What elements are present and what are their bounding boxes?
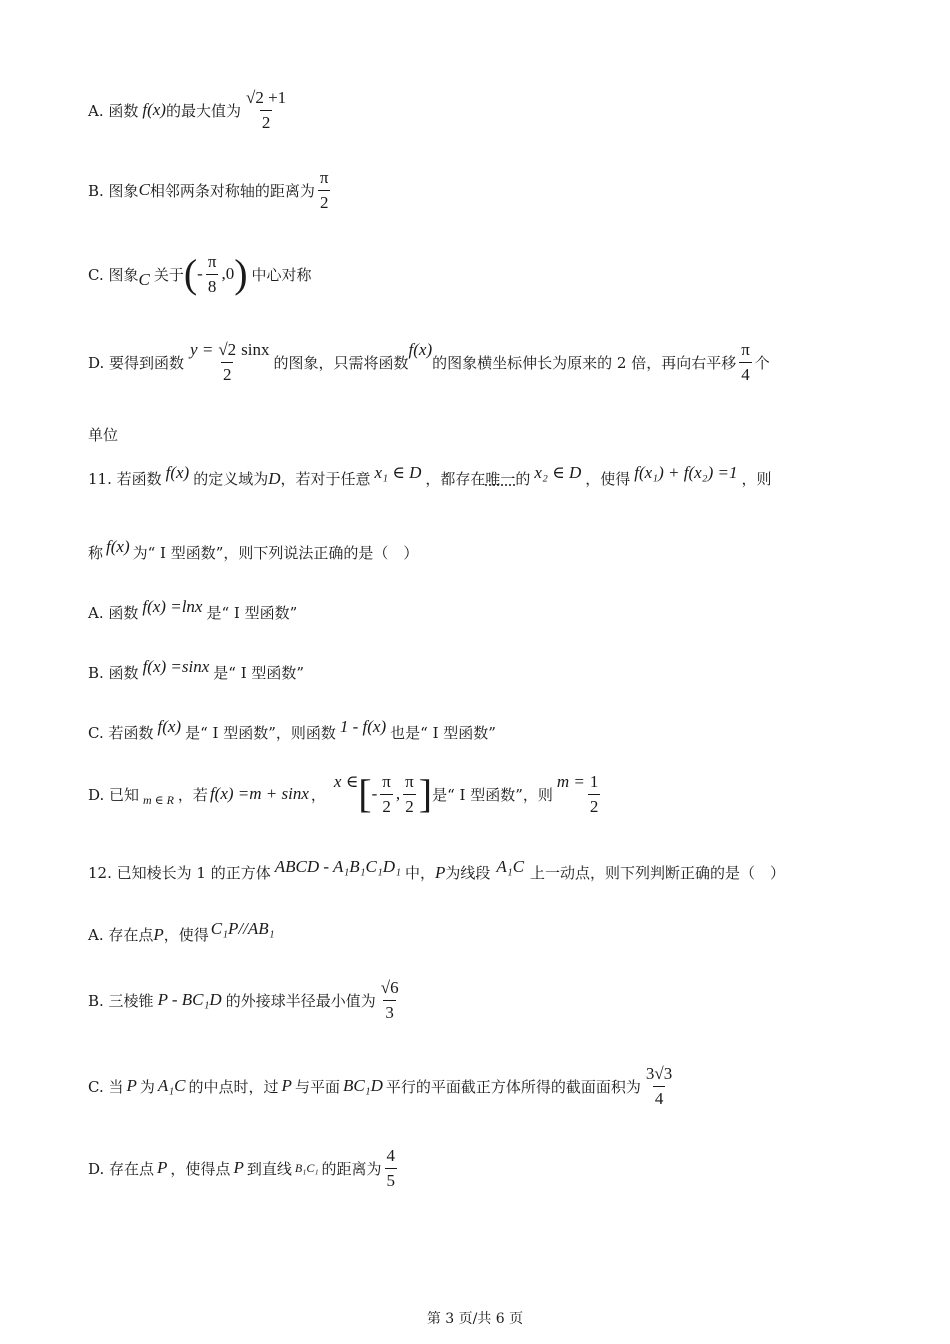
- q12-option-b: B. 三棱锥 P - BC₁D 的外接球半径最小值为 $\frac{√6}{3}$: [88, 978, 399, 1022]
- fraction: $\frac{\pi}{2}$: [382, 772, 391, 816]
- fraction: $\frac{1}{2}$: [589, 772, 599, 816]
- fraction: $\frac{\pi}{2}$: [319, 168, 329, 212]
- fraction: $\frac{\pi}{4}$: [741, 340, 750, 384]
- page-footer: 第 3 页/共 6 页: [426, 1311, 524, 1327]
- q12-option-a: A. 存在点 P ，使得 C₁P//AB₁: [88, 918, 275, 944]
- q12-option-d: D. 存在点 P ，使得点 P 到直线 B₁C₁ 的距离为 $\frac{4}{5}$: [88, 1146, 396, 1190]
- emphasized-unique: 唯一: [485, 470, 516, 488]
- q10-option-a: A. 函数 f(x) 的最大值为 $\frac{√2 +1}{2}$: [88, 88, 287, 132]
- q10-option-b: B. 图象 C 相邻两条对称轴的距离为 $\frac{\pi}{2}$: [88, 168, 329, 212]
- q11-option-d: D. 已知 m ∈ R ，若 f(x) =m + sinx ， x ∈ [ - $\frac{\pi}{2}$ , $\frac{\pi}{2}$ ] 是“ I 型函数”，则 m = $\frac{1}{2}$: [88, 771, 599, 817]
- comma: ,: [395, 784, 401, 804]
- q10-option-d-continued: 单位: [88, 426, 119, 444]
- q11-stem-continued: 称 f(x) 为“ I 型函数”，则下列说法正确的是（ ）: [88, 536, 419, 562]
- fraction: $\frac{√6}{3}$: [380, 978, 399, 1022]
- left-bracket: [: [358, 771, 372, 817]
- fraction: $\frac{4}{5}$: [386, 1146, 396, 1190]
- fraction: $\frac{3√3}{4}$: [645, 1064, 673, 1108]
- q11-option-b: B. 函数 f(x) =sinx 是“ I 型函数”: [88, 656, 305, 682]
- q10-option-d: D. 要得到函数 y = $\frac{√2}{2}$ sinx 的图象，只需将函数 f(x) 的图象横坐标伸长为原来的 2 倍，再向右平移 $\frac{\pi}{4}$ 个: [88, 340, 770, 384]
- q11-stem: 11. 若函数 f(x) 的定义域为 D ，若对于任意 x₁ ∈ D ，都存在 唯一 的 x₂ ∈ D ，使得 f(x₁) + f(x₂) =1 ，则: [88, 462, 772, 488]
- left-paren: (: [183, 251, 198, 297]
- fraction: $\frac{\pi}{8}$: [207, 252, 217, 296]
- right-bracket: ]: [418, 771, 433, 817]
- q11-option-a: A. 函数 f(x) =lnx 是“ I 型函数”: [88, 596, 298, 622]
- q12-stem: 12. 已知棱长为 1 的正方体 ABCD - A₁B₁C₁D₁ 中， P 为线段 A₁C 上一动点，则下列判断正确的是（ ）: [88, 856, 786, 882]
- fraction: $\frac{\pi}{2}$: [405, 772, 414, 816]
- fraction: $\frac{√2}{2}$: [218, 340, 237, 384]
- q11-option-c: C. 若函数 f(x) 是“ I 型函数”，则函数 1 - f(x) 也是“ I 型函数”: [88, 716, 496, 742]
- fraction: $\frac{√2 +1}{2}$: [245, 88, 287, 132]
- right-paren: ): [234, 251, 248, 297]
- q10-option-c: C. 图象 C 关于 ( - $\frac{\pi}{8}$ ,0 ) 中心对称: [88, 251, 312, 297]
- q12-option-c: C. 当 P 为 A₁C 的中点时，过 P 与平面 BC₁D 平行的平面截正方体所得的截面面积为 $\frac{3√3}{4}$: [88, 1064, 673, 1108]
